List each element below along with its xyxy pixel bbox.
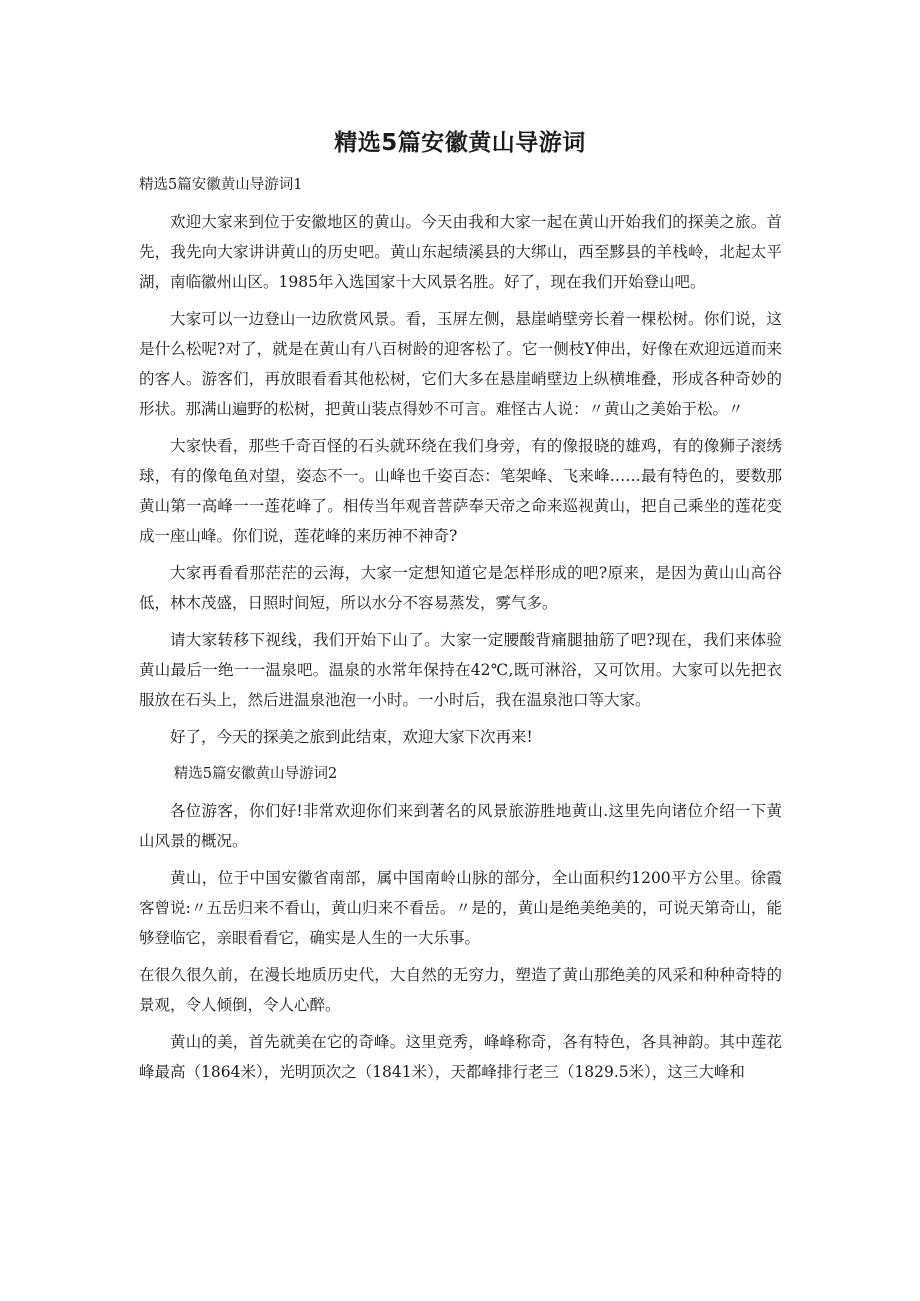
paragraph: 大家快看，那些千奇百怪的石头就环绕在我们身旁，有的像报晓的雄鸡，有的像狮子滚绣球，有的像龟鱼对望，姿态不一。山峰也千姿百态：笔架峰、飞来峰……最有特色的，要数那黄山第一高峰一一莲花峰了。相传当年观音菩萨奉天帝之命来巡视黄山，把自己乘坐的莲花变成一座山峰。你们说，莲花峰的来历神不神奇? bbox=[139, 437, 782, 545]
document-title: 精选5篇安徽黄山导游词 bbox=[334, 130, 586, 156]
paragraph: 黄山的美，首先就美在它的奇峰。这里竞秀，峰峰称奇，各有特色，各具神韵。其中莲花峰最高（1864米），光明顶次之（1841米），天都峰排行老三（1829.5米），这三大峰和 bbox=[139, 1033, 782, 1081]
section-heading: 精选5篇安徽黄山导游词1 bbox=[139, 177, 303, 193]
paragraph: 黄山，位于中国安徽省南部，属中国南岭山脉的部分，全山面积约1200平方公里。徐霞客曾说:〃五岳归来不看山，黄山归来不看岳。〃是的，黄山是绝美绝美的，可说天第奇山，能够登临它，亲眼看看它，确实是人生的一大乐事。 bbox=[139, 869, 782, 947]
paragraph: 好了，今天的探美之旅到此结束，欢迎大家下次再来! bbox=[170, 728, 533, 746]
document-body bbox=[139, 170, 782, 1094]
paragraph: 各位游客，你们好!非常欢迎你们来到著名的风景旅游胜地黄山.这里先向诸位介绍一下黄山风景的概况。 bbox=[139, 802, 782, 850]
paragraph: 大家再看看那茫茫的云海，大家一定想知道它是怎样形成的吧?原来，是因为黄山山高谷低，林木茂盛，日照时间短，所以水分不容易蒸发，雾气多。 bbox=[139, 564, 782, 612]
paragraph: 请大家转移下视线，我们开始下山了。大家一定腰酸背痛腿抽筋了吧?现在，我们来体验黄山最后一绝一一温泉吧。温泉的水常年保持在42℃,既可淋浴，又可饮用。大家可以先把衣服放在石头上，然后进温泉池泡一小时。一小时后，我在温泉池口等大家。 bbox=[139, 631, 782, 709]
section-heading: 精选5篇安徽黄山导游词2 bbox=[173, 766, 338, 782]
paragraph: 在很久很久前，在漫长地质历史代，大自然的无穷力，塑造了黄山那绝美的风采和种种奇特的景观，令人倾倒，令人心醉。 bbox=[139, 966, 782, 1014]
paragraph: 大家可以一边登山一边欣赏风景。看，玉屏左侧，悬崖峭壁旁长着一棵松树。你们说，这是什么松呢?对了，就是在黄山有八百树龄的迎客松了。它一侧枝Y伸出，好像在欢迎远道而来的客人。游客们，再放眼看看其他松树，它们大多在悬崖峭壁边上纵横堆叠，形成各种奇妙的形状。那满山遍野的松树，把黄山装点得妙不可言。难怪古人说：〃黄山之美始于松。〃 bbox=[139, 310, 782, 418]
paragraph: 欢迎大家来到位于安徽地区的黄山。今天由我和大家一起在黄山开始我们的探美之旅。首先，我先向大家讲讲黄山的历史吧。黄山东起绩溪县的大绑山，西至黟县的羊栈岭，北起太平湖，南临徽州山区。1985年入选国家十大风景名胜。好了，现在我们开始登山吧。 bbox=[139, 213, 782, 291]
